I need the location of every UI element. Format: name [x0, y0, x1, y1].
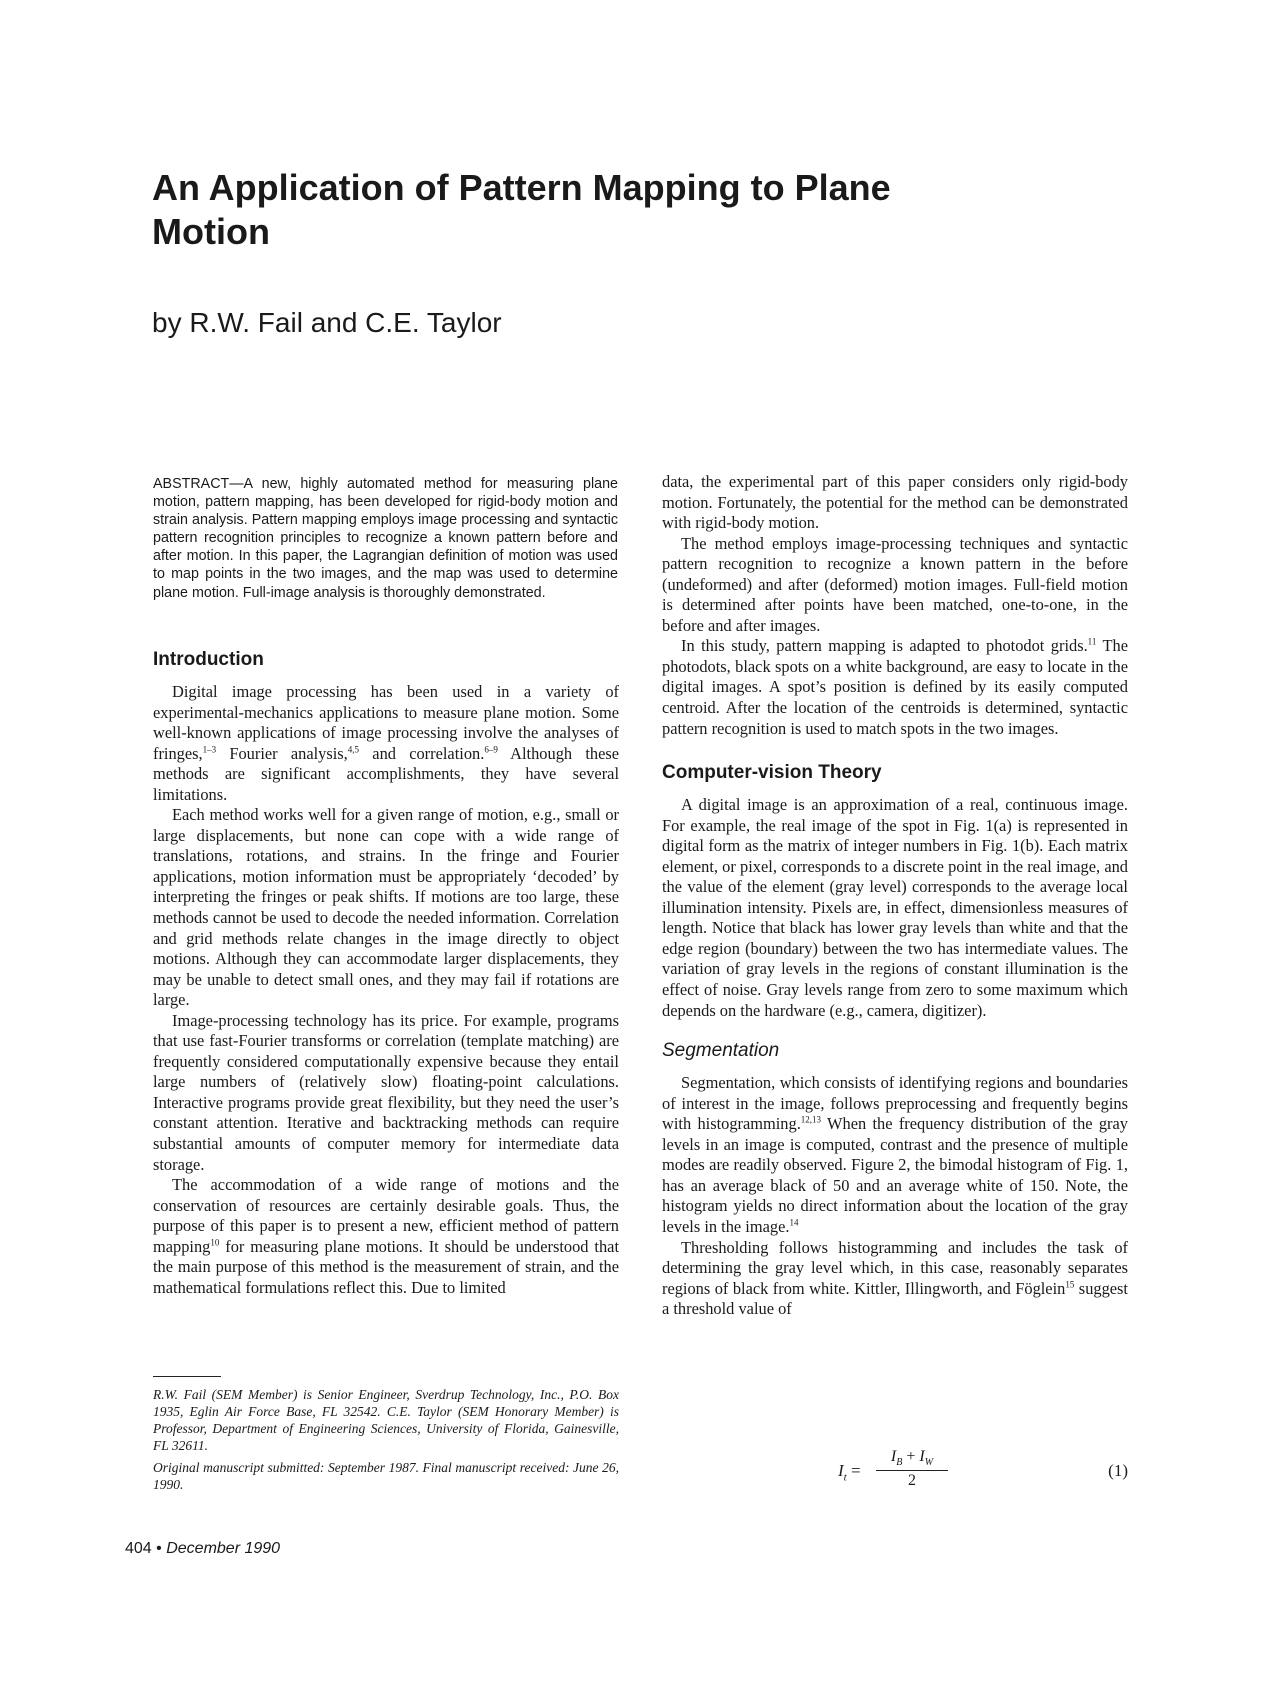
equation-denominator: 2	[908, 1472, 916, 1490]
paragraph: data, the experimental part of this paper considers only rigid-body motion. Fortunately, the potential for the method can be demonstrated with rigid-body motion.	[662, 472, 1128, 533]
footer-bullet: •	[156, 1540, 162, 1557]
footnotes	[153, 1386, 619, 1498]
equation-lhs: $I_t$ =	[838, 1461, 861, 1484]
paragraph: The accommodation of a wide range of motions and the conservation of resources are certainly desirable goals. Thus, the purpose of this paper is to present a new, efficient method of pattern mapping$^{10}$ for measuring plane motions. It should be understood that the main purpose of this method is the measurement of strain, and the mathematical formulations reflect this. Due to limited	[153, 1175, 619, 1297]
paper-title: An Application of Pattern Mapping to Plane Motion	[152, 167, 891, 252]
author-affiliation-note: R.W. Fail (SEM Member) is Senior Engineer, Sverdrup Technology, Inc., P.O. Box 1935, Eglin Air Force Base, FL 32542. C.E. Taylor (SEM Honorary Member) is Professor, Department of Engineering Sciences, University of Florida, Gainesville, FL 32611.	[153, 1387, 619, 1453]
paragraph: In this study, pattern mapping is adapted to photodot grids.$^{11}$ The photodots, black spots on a white background, are easy to locate in the digital images. A spot’s position is defined by its easily computed centroid. After the location of the centroids is determined, syntactic pattern recognition is used to match spots in the two images.	[662, 636, 1128, 738]
page-footer	[125, 1540, 280, 1558]
citation: 10	[210, 1237, 220, 1248]
footnote-divider	[153, 1376, 221, 1377]
paragraph: The method employs image-processing techniques and syntactic pattern recognition to recognize a known pattern in the before (undeformed) and after (deformed) motion images. Full-field motion is determined after points have been matched, one-to-one, in the before and after images.	[662, 533, 1128, 635]
citation: 15	[1065, 1279, 1075, 1290]
equation-number: (1)	[1108, 1461, 1128, 1480]
citation: 4,5	[347, 744, 360, 755]
section-heading-introduction: Introduction	[153, 649, 264, 670]
abstract: ABSTRACT—A new, highly automated method for measuring plane motion, pattern mapping, has been developed for rigid-body motion and strain analysis. Pattern mapping employs image processing and syntactic pattern recognition principles to recognize a known pattern before and after motion. In this paper, the Lagrangian definition of motion was used to map points in the two images, and the map was used to determine plane motion. Full-image analysis is thoroughly demonstrated.	[153, 476, 618, 601]
citation: 11	[1087, 636, 1097, 647]
paragraph: Each method works well for a given range of motion, e.g., small or large displacements, but none can cope with a wide range of translations, rotations, and strains. In the fringe and Fourier applications, motion information must be appropriately ‘decoded’ by interpreting the fringes or peak shifts. If motions are too large, these methods cannot be used to decode the needed information. Correlation and grid methods relate changes in the image directly to object motions. Although they can accommodate larger displacements, they may be unable to detect small ones, and they may fail if rotations are large.	[153, 805, 619, 1010]
paragraph: Digital image processing has been used in a variety of experimental-mechanics applications to measure plane motion. Some well-known applications of image processing involve the analyses of fringes,$^{1-3}$ Fourier analysis,$^{4,5}$ and correlation.$^{6-9}$ Although these methods are significant accomplishments, they have several limitations.	[153, 682, 620, 804]
byline: by R.W. Fail and C.E. Taylor	[152, 307, 502, 338]
manuscript-dates-note: Original manuscript submitted: September 1987. Final manuscript received: June 26, 1990.	[153, 1460, 619, 1492]
equation-1	[838, 1448, 1128, 1494]
paragraph: Thresholding follows histogramming and includes the task of determining the gray level which, in this case, reasonably separates regions of black from white. Kittler, Illingworth, and Föglein$^{15}$ suggest a threshold value of	[662, 1237, 1128, 1319]
citation: 14	[789, 1217, 799, 1228]
paragraph: A digital image is an approximation of a real, continuous image. For example, the real image of the spot in Fig. 1(a) is represented in digital form as the matrix of integer numbers in Fig. 1(b). Each matrix element, or pixel, corresponds to a discrete point in the real image, and the value of the element (gray level) corresponds to the average local illumination intensity. Pixels are, in effect, dimensionless measures of length. Notice that black has lower gray levels than white and that the edge region (boundary) between the two has intermediate values. The variation of gray levels in the regions of constant illumination is the effect of noise. Gray levels range from zero to some maximum which depends on the hardware (e.g., camera, digitizer).	[662, 795, 1128, 1020]
section-heading-computer-vision: Computer-vision Theory	[662, 762, 882, 784]
equation-fraction	[876, 1448, 948, 1490]
citation: 6–9	[484, 744, 498, 755]
subsection-heading-segmentation: Segmentation	[662, 1040, 780, 1062]
citation: 1–3	[202, 744, 217, 755]
paragraph: Segmentation, which consists of identifying regions and boundaries of interest in the image, follows preprocessing and frequently begins with histogramming.$^{12,13}$ When the frequency distribution of the gray levels in an image is computed, contrast and the presence of multiple modes are readily observed. Figure 2, the bimodal histogram of Fig. 1, has an average black of 50 and an average white of 150. Note, the histogram yields no direct information about the location of the gray levels in the image.$^{14}$	[662, 1073, 1128, 1236]
paragraph: Image-processing technology has its price. For example, programs that use fast-Fourier transforms or correlation (template matching) are frequently considered computationally expensive because they entail large numbers of (relatively slow) floating-point calculations. Interactive programs provide great flexibility, but they need the user’s constant attention. Iterative and backtracking methods can require substantial amounts of computer memory for intermediate data storage.	[153, 1010, 619, 1174]
right-column	[662, 472, 1128, 1320]
page-number: 404	[125, 1540, 152, 1557]
left-column	[153, 648, 619, 1298]
issue-date: December 1990	[166, 1540, 281, 1557]
equation-numerator: $I_B + I_W$	[876, 1448, 948, 1471]
citation: 12,13	[800, 1114, 822, 1125]
